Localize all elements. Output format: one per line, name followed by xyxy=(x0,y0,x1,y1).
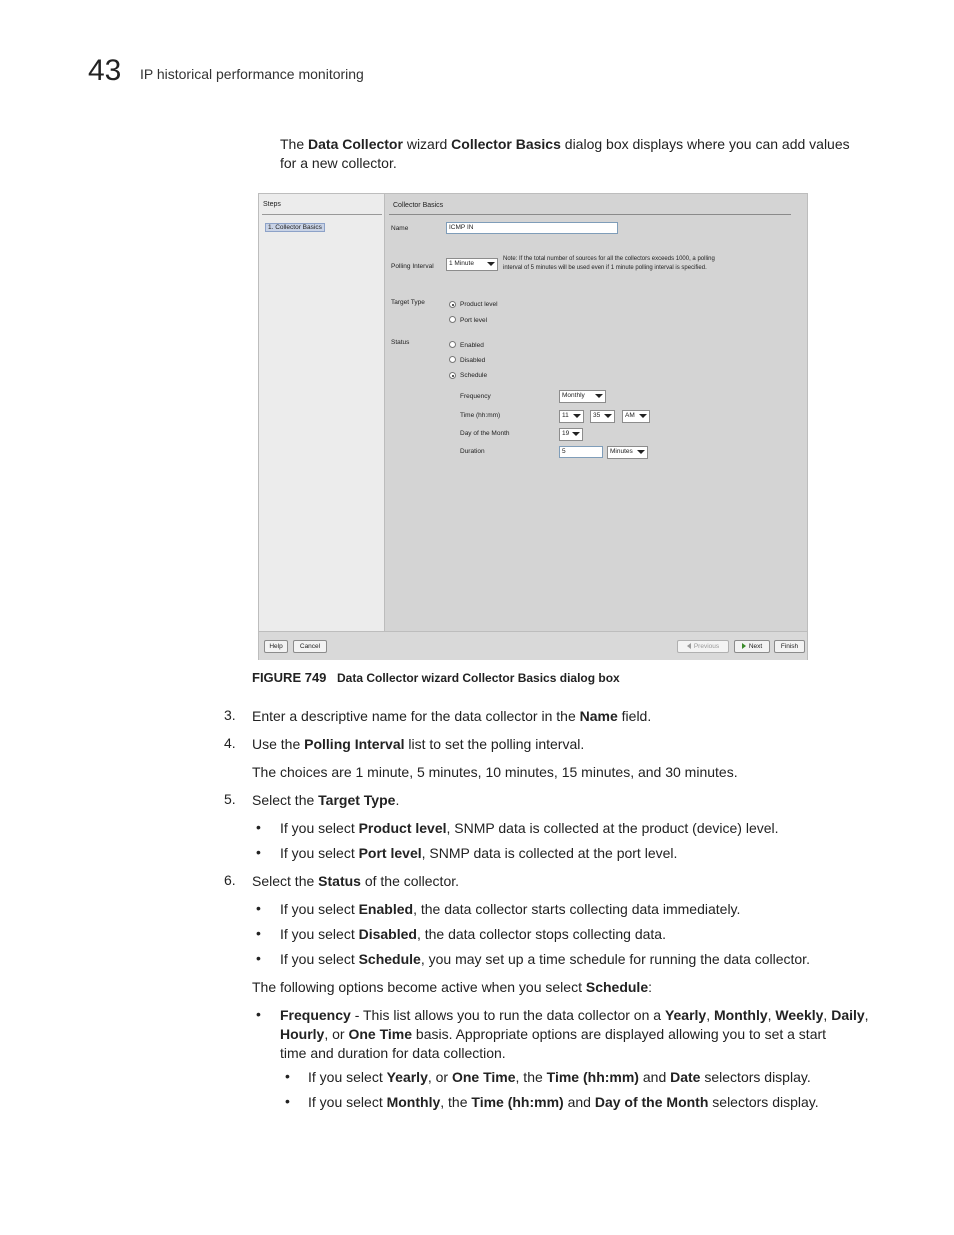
name-label: Name xyxy=(391,225,409,232)
text: list to set the polling interval. xyxy=(404,736,585,752)
time-hour-select[interactable] xyxy=(559,410,584,423)
chevron-down-icon xyxy=(595,394,603,398)
step-4-text xyxy=(252,735,584,754)
bold-term: Yearly xyxy=(664,1007,707,1023)
bullet-icon: • xyxy=(256,819,261,835)
polling-note xyxy=(503,255,715,273)
bold-term: Schedule xyxy=(358,951,421,967)
chapter-number: 43 xyxy=(88,54,122,87)
text: If you select xyxy=(308,1094,387,1110)
step-3-text xyxy=(252,707,651,726)
time-hour-value: 11 xyxy=(562,412,569,419)
bold-term: Yearly xyxy=(386,1069,428,1085)
text: If you select xyxy=(280,820,359,836)
status-disabled-label: Disabled xyxy=(460,357,486,364)
text: , the data collector stops collecting data. xyxy=(416,926,666,942)
intro-text: dialog box displays where you can add values xyxy=(560,136,850,152)
time-ampm-select[interactable] xyxy=(622,410,650,423)
text: If you select xyxy=(280,901,359,917)
cancel-button[interactable]: Cancel xyxy=(293,640,327,653)
name-input[interactable]: ICMP IN xyxy=(446,222,618,234)
duration-unit-value: Minutes xyxy=(610,448,633,455)
bold-term: Time (hh:mm) xyxy=(546,1069,639,1085)
intro-text: for a new collector. xyxy=(280,155,397,171)
frequency-label: Frequency xyxy=(460,393,491,400)
divider xyxy=(262,214,382,215)
finish-button[interactable]: Finish xyxy=(774,640,805,653)
schedule-options-intro xyxy=(252,978,652,997)
frequency-bullet xyxy=(280,1006,880,1063)
text: time and duration for data collection. xyxy=(280,1045,506,1061)
bold-term: Schedule xyxy=(585,979,649,995)
text: - This list allows you to run the data collector on a xyxy=(350,1007,665,1023)
day-of-month-value: 19 xyxy=(562,430,570,437)
frequency-select[interactable] xyxy=(559,390,606,403)
text: , xyxy=(706,1007,714,1023)
text: , xyxy=(767,1007,776,1023)
step-number: 5. xyxy=(224,791,236,807)
step-6-bullet-3 xyxy=(280,950,810,969)
arrow-left-icon xyxy=(687,643,691,649)
text: , the data collector starts collecting data immediately. xyxy=(413,901,741,917)
text: , you may set up a time schedule for running the data collector. xyxy=(420,951,810,967)
sub-bullet-1 xyxy=(308,1068,811,1087)
day-of-month-select[interactable] xyxy=(559,428,583,441)
chevron-down-icon xyxy=(604,414,612,418)
bold-term: Product level xyxy=(358,820,447,836)
bold-term: Status xyxy=(318,873,361,889)
sub-bullet-2 xyxy=(308,1093,819,1112)
intro-text: The xyxy=(280,136,309,152)
help-button[interactable]: Help xyxy=(264,640,288,653)
intro-bold-data-collector: Data Collector xyxy=(308,136,403,152)
step-5-bullet-2 xyxy=(280,844,677,863)
bold-term: Enabled xyxy=(358,901,414,917)
time-minute-value: 35 xyxy=(593,412,601,419)
text: selectors display. xyxy=(708,1094,819,1110)
step-number: 4. xyxy=(224,735,236,751)
time-minute-select[interactable] xyxy=(590,410,615,423)
next-label: Next xyxy=(748,643,763,650)
bold-term: Time (hh:mm) xyxy=(471,1094,564,1110)
steps-pane xyxy=(259,194,385,631)
day-of-month-label: Day of the Month xyxy=(460,430,510,437)
text: If you select xyxy=(280,951,359,967)
chevron-down-icon xyxy=(573,414,581,418)
text: and xyxy=(638,1069,671,1085)
step-6-bullet-1 xyxy=(280,900,740,919)
bold-term: Name xyxy=(579,708,618,724)
bold-term: Daily xyxy=(831,1007,865,1023)
text: Use the xyxy=(252,736,305,752)
status-schedule-label: Schedule xyxy=(460,372,488,379)
intro-bold-collector-basics: Collector Basics xyxy=(451,136,561,152)
target-port-label: Port level xyxy=(460,317,488,324)
status-disabled-radio[interactable] xyxy=(449,356,456,363)
bullet-icon: • xyxy=(256,950,261,966)
text: , or xyxy=(427,1069,452,1085)
target-product-radio[interactable] xyxy=(449,301,456,308)
step-number: 6. xyxy=(224,872,236,888)
text: : xyxy=(648,979,652,995)
dialog-screenshot xyxy=(258,193,808,660)
note-line: Note: If the total number of sources for all the collectors exceeds 1000, a polling xyxy=(503,256,715,262)
bold-term: Port level xyxy=(358,845,422,861)
bold-term: Monthly xyxy=(386,1094,441,1110)
step-5-text xyxy=(252,791,399,810)
collector-basics-panel xyxy=(385,194,807,631)
text: If you select xyxy=(308,1069,387,1085)
figure-label: FIGURE 749 xyxy=(252,670,327,685)
panel-title: Collector Basics xyxy=(393,202,444,209)
next-button[interactable] xyxy=(734,640,770,653)
text: , the xyxy=(440,1094,472,1110)
bold-term: One Time xyxy=(348,1026,413,1042)
bullet-icon: • xyxy=(256,844,261,860)
target-type-label: Target Type xyxy=(391,299,425,306)
text: of the collector. xyxy=(360,873,460,889)
text: , or xyxy=(324,1026,349,1042)
divider xyxy=(389,214,791,215)
bold-term: Polling Interval xyxy=(304,736,405,752)
bold-term: Weekly xyxy=(775,1007,824,1023)
bullet-icon: • xyxy=(256,1006,261,1022)
text: Select the xyxy=(252,873,319,889)
status-enabled-label: Enabled xyxy=(460,342,484,349)
intro-paragraph xyxy=(280,135,880,173)
target-product-label: Product level xyxy=(460,301,498,308)
bold-term: Target Type xyxy=(318,792,396,808)
button-bar xyxy=(259,631,807,660)
text: The following options become active when you select xyxy=(252,979,586,995)
bold-term: Frequency xyxy=(280,1007,351,1023)
steps-title: Steps xyxy=(263,201,281,208)
text: . xyxy=(395,792,400,808)
status-label: Status xyxy=(391,339,410,346)
bold-term: Day of the Month xyxy=(594,1094,709,1110)
polling-interval-value: 1 Minute xyxy=(449,260,474,267)
polling-interval-select[interactable] xyxy=(446,258,498,271)
text: If you select xyxy=(280,845,359,861)
status-schedule-radio[interactable] xyxy=(449,372,456,379)
text: , xyxy=(823,1007,832,1023)
chapter-title: IP historical performance monitoring xyxy=(140,66,364,82)
bullet-icon: • xyxy=(256,925,261,941)
bullet-icon: • xyxy=(285,1093,290,1109)
frequency-value: Monthly xyxy=(562,392,585,399)
chevron-down-icon xyxy=(639,414,647,418)
previous-label: Previous xyxy=(693,643,720,650)
bold-term: Monthly xyxy=(713,1007,768,1023)
text: Select the xyxy=(252,792,319,808)
target-port-radio[interactable] xyxy=(449,316,456,323)
text: selectors display. xyxy=(700,1069,811,1085)
step-4-choices: The choices are 1 minute, 5 minutes, 10 minutes, 15 minutes, and 30 minutes. xyxy=(252,764,738,780)
step-number: 3. xyxy=(224,707,236,723)
duration-input[interactable]: 5 xyxy=(559,446,603,458)
figure-caption: Data Collector wizard Collector Basics dialog box xyxy=(337,671,620,685)
step-collector-basics[interactable]: 1. Collector Basics xyxy=(265,223,325,232)
chevron-down-icon xyxy=(487,262,495,266)
bold-term: Disabled xyxy=(358,926,417,942)
time-label: Time (hh:mm) xyxy=(460,412,501,419)
bold-term: One Time xyxy=(451,1069,516,1085)
polling-interval-label: Polling Interval xyxy=(391,263,434,270)
bold-term: Hourly xyxy=(280,1026,325,1042)
step-5-bullet-1 xyxy=(280,819,779,838)
intro-text: wizard xyxy=(402,136,452,152)
text: If you select xyxy=(280,926,359,942)
text: Enter a descriptive name for the data collector in the xyxy=(252,708,580,724)
chevron-down-icon xyxy=(637,450,645,454)
chevron-down-icon xyxy=(572,432,580,436)
previous-button[interactable] xyxy=(677,640,729,653)
duration-unit-select[interactable] xyxy=(607,446,648,459)
note-line: interval of 5 minutes will be used even if 1 minute polling interval is specified. xyxy=(503,265,707,271)
bold-term: Date xyxy=(670,1069,701,1085)
arrow-right-icon xyxy=(742,643,746,649)
text: basis. Appropriate options are displayed allowing you to set a start xyxy=(412,1026,827,1042)
bullet-icon: • xyxy=(285,1068,290,1084)
text: , SNMP data is collected at the product (device) level. xyxy=(446,820,779,836)
status-enabled-radio[interactable] xyxy=(449,341,456,348)
text: field. xyxy=(617,708,652,724)
text: , SNMP data is collected at the port level. xyxy=(421,845,678,861)
step-6-bullet-2 xyxy=(280,925,666,944)
step-6-text xyxy=(252,872,459,891)
text: , xyxy=(864,1007,869,1023)
duration-label: Duration xyxy=(460,448,485,455)
text: and xyxy=(563,1094,595,1110)
time-ampm-value: AM xyxy=(625,412,635,419)
bullet-icon: • xyxy=(256,900,261,916)
text: , the xyxy=(515,1069,547,1085)
